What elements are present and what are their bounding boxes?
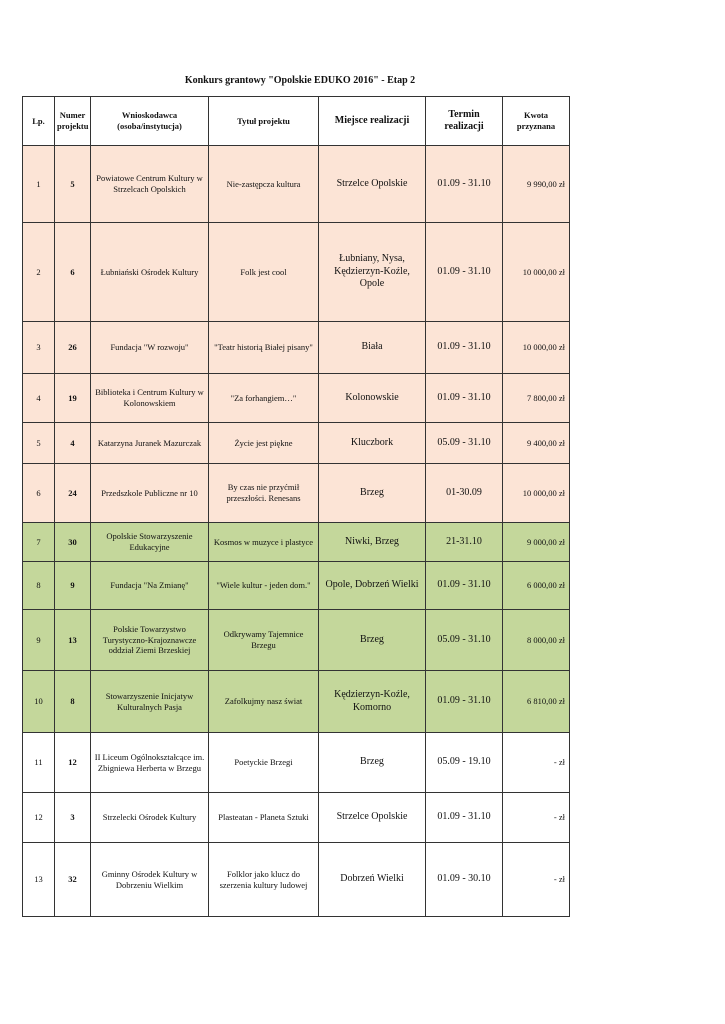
cell-kwota: 9 990,00 zł	[503, 146, 570, 223]
cell-miejsce: Łubniany, Nysa, Kędzierzyn-Koźle, Opole	[319, 223, 426, 322]
cell-termin: 01.09 - 31.10	[426, 223, 503, 322]
cell-wnioskodawca: Strzelecki Ośrodek Kultury	[91, 793, 209, 843]
cell-wnioskodawca: Powiatowe Centrum Kultury w Strzelcach Opolskich	[91, 146, 209, 223]
header-numer: Numer projektu	[55, 97, 91, 146]
table-row	[23, 374, 570, 423]
cell-wnioskodawca: Biblioteka i Centrum Kultury w Kolonowskiem	[91, 374, 209, 423]
cell-lp: 3	[23, 322, 55, 374]
cell-tytul: Odkrywamy Tajemnice Brzegu	[209, 610, 319, 671]
cell-wnioskodawca: Łubniański Ośrodek Kultury	[91, 223, 209, 322]
cell-numer: 12	[55, 733, 91, 793]
cell-termin: 01.09 - 31.10	[426, 562, 503, 610]
cell-termin: 01.09 - 31.10	[426, 671, 503, 733]
table-row	[23, 523, 570, 562]
table-row	[23, 562, 570, 610]
table-row	[23, 146, 570, 223]
cell-tytul: Folk jest cool	[209, 223, 319, 322]
cell-numer: 30	[55, 523, 91, 562]
cell-numer: 8	[55, 671, 91, 733]
cell-miejsce: Strzelce Opolskie	[319, 793, 426, 843]
cell-lp: 11	[23, 733, 55, 793]
cell-numer: 9	[55, 562, 91, 610]
cell-wnioskodawca: Stowarzyszenie Inicjatyw Kulturalnych Pasja	[91, 671, 209, 733]
cell-termin: 21-31.10	[426, 523, 503, 562]
table-body	[23, 146, 570, 917]
cell-miejsce: Kolonowskie	[319, 374, 426, 423]
cell-kwota: 10 000,00 zł	[503, 322, 570, 374]
cell-termin: 05.09 - 31.10	[426, 423, 503, 464]
cell-tytul: By czas nie przyćmił przeszłości. Renesans	[209, 464, 319, 523]
cell-kwota: 6 810,00 zł	[503, 671, 570, 733]
cell-lp: 12	[23, 793, 55, 843]
cell-numer: 24	[55, 464, 91, 523]
cell-wnioskodawca: Przedszkole Publiczne nr 10	[91, 464, 209, 523]
cell-tytul: Poetyckie Brzegi	[209, 733, 319, 793]
cell-tytul: "Teatr historią Białej pisany"	[209, 322, 319, 374]
cell-kwota: 8 000,00 zł	[503, 610, 570, 671]
cell-lp: 13	[23, 843, 55, 917]
cell-numer: 26	[55, 322, 91, 374]
header-miejsce: Miejsce realizacji	[319, 97, 426, 146]
cell-tytul: Nie-zastępcza kultura	[209, 146, 319, 223]
document-title: Konkurs grantowy "Opolskie EDUKO 2016" - Etap 2	[184, 75, 416, 86]
cell-miejsce: Dobrzeń Wielki	[319, 843, 426, 917]
cell-miejsce: Biała	[319, 322, 426, 374]
cell-lp: 6	[23, 464, 55, 523]
cell-lp: 8	[23, 562, 55, 610]
cell-kwota: 10 000,00 zł	[503, 464, 570, 523]
cell-numer: 5	[55, 146, 91, 223]
table-row	[23, 223, 570, 322]
cell-termin: 01-30.09	[426, 464, 503, 523]
cell-termin: 05.09 - 31.10	[426, 610, 503, 671]
cell-kwota: 7 800,00 zł	[503, 374, 570, 423]
cell-tytul: Życie jest piękne	[209, 423, 319, 464]
cell-lp: 9	[23, 610, 55, 671]
table-row	[23, 610, 570, 671]
cell-wnioskodawca: Fundacja "W rozwoju"	[91, 322, 209, 374]
cell-numer: 6	[55, 223, 91, 322]
table-row	[23, 843, 570, 917]
cell-miejsce: Kluczbork	[319, 423, 426, 464]
cell-kwota: - zł	[503, 843, 570, 917]
cell-tytul: "Za forhangiem…"	[209, 374, 319, 423]
cell-numer: 3	[55, 793, 91, 843]
cell-tytul: Zafolkujmy nasz świat	[209, 671, 319, 733]
cell-miejsce: Brzeg	[319, 610, 426, 671]
table-row	[23, 733, 570, 793]
cell-numer: 4	[55, 423, 91, 464]
cell-wnioskodawca: Gminny Ośrodek Kultury w Dobrzeniu Wielkim	[91, 843, 209, 917]
cell-termin: 05.09 - 19.10	[426, 733, 503, 793]
cell-kwota: - zł	[503, 733, 570, 793]
cell-miejsce: Kędzierzyn-Koźle, Komorno	[319, 671, 426, 733]
header-wnioskodawca: Wnioskodawca (osoba/instytucja)	[91, 97, 209, 146]
cell-kwota: 10 000,00 zł	[503, 223, 570, 322]
cell-lp: 2	[23, 223, 55, 322]
cell-termin: 01.09 - 31.10	[426, 322, 503, 374]
grant-table	[22, 96, 570, 917]
table-row	[23, 423, 570, 464]
cell-miejsce: Brzeg	[319, 464, 426, 523]
table-row	[23, 793, 570, 843]
cell-numer: 32	[55, 843, 91, 917]
cell-termin: 01.09 - 31.10	[426, 146, 503, 223]
cell-miejsce: Brzeg	[319, 733, 426, 793]
header-kwota: Kwota przyznana	[503, 97, 570, 146]
header-tytul: Tytuł projektu	[209, 97, 319, 146]
cell-wnioskodawca: Polskie Towarzystwo Turystyczno-Krajoznawcze oddział Ziemi Brzeskiej	[91, 610, 209, 671]
cell-lp: 4	[23, 374, 55, 423]
cell-numer: 19	[55, 374, 91, 423]
cell-wnioskodawca: Opolskie Stowarzyszenie Edukacyjne	[91, 523, 209, 562]
header-termin: Termin realizacji	[426, 97, 503, 146]
cell-miejsce: Strzelce Opolskie	[319, 146, 426, 223]
cell-kwota: - zł	[503, 793, 570, 843]
cell-lp: 1	[23, 146, 55, 223]
cell-kwota: 9 000,00 zł	[503, 523, 570, 562]
cell-wnioskodawca: Katarzyna Juranek Mazurczak	[91, 423, 209, 464]
cell-lp: 10	[23, 671, 55, 733]
cell-kwota: 6 000,00 zł	[503, 562, 570, 610]
cell-termin: 01.09 - 30.10	[426, 843, 503, 917]
cell-miejsce: Niwki, Brzeg	[319, 523, 426, 562]
cell-miejsce: Opole, Dobrzeń Wielki	[319, 562, 426, 610]
cell-wnioskodawca: II Liceum Ogólnokształcące im. Zbigniewa Herberta w Brzegu	[91, 733, 209, 793]
header-lp: Lp.	[23, 97, 55, 146]
table-row	[23, 671, 570, 733]
cell-tytul: Folklor jako klucz do szerzenia kultury ludowej	[209, 843, 319, 917]
table-row	[23, 322, 570, 374]
cell-kwota: 9 400,00 zł	[503, 423, 570, 464]
cell-tytul: "Wiele kultur - jeden dom."	[209, 562, 319, 610]
cell-termin: 01.09 - 31.10	[426, 374, 503, 423]
cell-lp: 5	[23, 423, 55, 464]
table-header-row	[23, 97, 570, 146]
cell-numer: 13	[55, 610, 91, 671]
cell-lp: 7	[23, 523, 55, 562]
cell-wnioskodawca: Fundacja "Na Zmianę"	[91, 562, 209, 610]
cell-tytul: Kosmos w muzyce i plastyce	[209, 523, 319, 562]
table-row	[23, 464, 570, 523]
cell-tytul: Plasteatan - Planeta Sztuki	[209, 793, 319, 843]
cell-termin: 01.09 - 31.10	[426, 793, 503, 843]
